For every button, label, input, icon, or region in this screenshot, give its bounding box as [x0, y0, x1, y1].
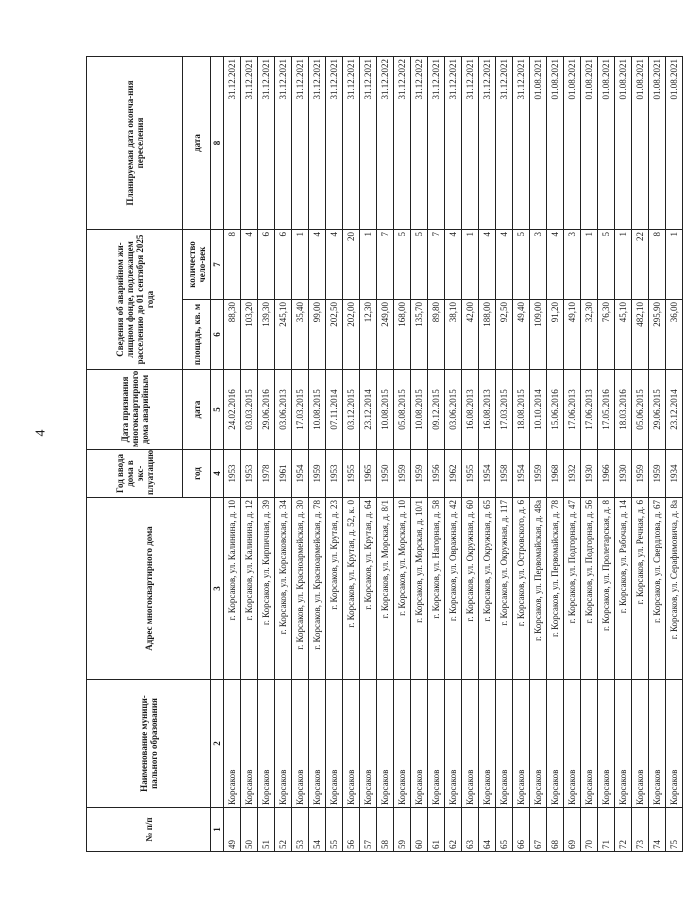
row-number: 75	[666, 808, 683, 852]
recognition-date-cell: 15.06.2016	[547, 370, 564, 450]
planned-date-cell: 01.08.2021	[564, 56, 581, 229]
recognition-date-cell: 09.12.2015	[428, 370, 445, 450]
address-cell: г. Корсаков, ул. Корсаковская, д. 34	[275, 498, 292, 680]
column-number: 8	[211, 56, 224, 229]
people-count-cell: 4	[309, 229, 326, 299]
address-cell: г. Корсаков, ул. Подгорная, д. 56	[581, 498, 598, 680]
planned-date-cell: 31.12.2021	[292, 56, 309, 229]
address-cell: г. Корсаков, ул. Красноармейская, д. 30	[292, 498, 309, 680]
planned-date-cell: 01.08.2021	[581, 56, 598, 229]
header-year: год	[183, 450, 211, 498]
address-cell: г. Корсаков, ул. Красноармейская, д. 78	[309, 498, 326, 680]
recognition-date-cell: 23.12.2014	[360, 370, 377, 450]
table-row	[462, 56, 479, 851]
year-cell: 1934	[666, 450, 683, 498]
municipality-cell: Корсаков	[462, 680, 479, 808]
year-cell: 1954	[292, 450, 309, 498]
table-row	[343, 56, 360, 851]
recognition-date-cell: 18.08.2015	[513, 370, 530, 450]
area-cell: 135,70	[411, 300, 428, 370]
recognition-date-cell: 24.02.2016	[224, 370, 241, 450]
table-row	[224, 56, 241, 851]
table-header	[87, 56, 224, 851]
municipality-cell: Корсаков	[666, 680, 683, 808]
people-count-cell: 8	[224, 229, 241, 299]
planned-date-cell: 31.12.2021	[445, 56, 462, 229]
recognition-date-cell: 17.06.2013	[581, 370, 598, 450]
address-cell: г. Корсаков, ул. Свердлова, д. 67	[649, 498, 666, 680]
page-number: 4	[33, 429, 49, 437]
recognition-date-cell: 10.08.2015	[309, 370, 326, 450]
people-count-cell: 1	[360, 229, 377, 299]
address-cell: г. Корсаков, ул. Кирпичная, д. 39	[258, 498, 275, 680]
year-cell: 1954	[479, 450, 496, 498]
area-cell: 295,90	[649, 300, 666, 370]
planned-date-cell: 31.12.2022	[411, 56, 428, 229]
address-cell: г. Корсаков, ул. Речная, д. 6	[632, 498, 649, 680]
municipality-cell: Корсаков	[394, 680, 411, 808]
header-date-group: Дата признания многоквартирного дома аварийным	[87, 370, 183, 450]
area-cell: 188,00	[479, 300, 496, 370]
planned-date-cell: 01.08.2021	[666, 56, 683, 229]
year-cell: 1954	[513, 450, 530, 498]
people-count-cell: 4	[241, 229, 258, 299]
municipality-cell: Корсаков	[343, 680, 360, 808]
area-cell: 38,10	[445, 300, 462, 370]
municipality-cell: Корсаков	[496, 680, 513, 808]
planned-date-cell: 31.12.2021	[513, 56, 530, 229]
people-count-cell: 6	[275, 229, 292, 299]
row-number: 53	[292, 808, 309, 852]
planned-date-cell: 31.12.2022	[377, 56, 394, 229]
area-cell: 99,00	[309, 300, 326, 370]
municipality-cell: Корсаков	[547, 680, 564, 808]
planned-date-cell: 31.12.2021	[326, 56, 343, 229]
area-cell: 12,30	[360, 300, 377, 370]
planned-date-cell: 31.12.2021	[258, 56, 275, 229]
people-count-cell: 4	[326, 229, 343, 299]
municipality-cell: Корсаков	[632, 680, 649, 808]
area-cell: 42,00	[462, 300, 479, 370]
column-number-row	[211, 56, 224, 851]
recognition-date-cell: 10.10.2014	[530, 370, 547, 450]
header-date: дата	[183, 370, 211, 450]
people-count-cell: 8	[649, 229, 666, 299]
resettlement-table-container	[86, 57, 679, 852]
table-row	[377, 56, 394, 851]
people-count-cell: 4	[547, 229, 564, 299]
municipality-cell: Корсаков	[530, 680, 547, 808]
year-cell: 1961	[275, 450, 292, 498]
people-count-cell: 5	[411, 229, 428, 299]
year-cell: 1962	[445, 450, 462, 498]
address-cell: г. Корсаков, ул. Морская, д. 10/1	[411, 498, 428, 680]
year-cell: 1955	[343, 450, 360, 498]
year-cell: 1959	[394, 450, 411, 498]
area-cell: 88,30	[224, 300, 241, 370]
address-cell: г. Корсаков, ул. Калинина, д. 12	[241, 498, 258, 680]
address-cell: г. Корсаков, ул. Морская, д. 10	[394, 498, 411, 680]
address-cell: г. Корсаков, ул. Морская, д. 8/1	[377, 498, 394, 680]
people-count-cell: 7	[428, 229, 445, 299]
area-cell: 49,10	[564, 300, 581, 370]
table-row	[615, 56, 632, 851]
address-cell: г. Корсаков, ул. Окружная, д. 117	[496, 498, 513, 680]
people-count-cell: 5	[394, 229, 411, 299]
municipality-cell: Корсаков	[479, 680, 496, 808]
municipality-cell: Корсаков	[564, 680, 581, 808]
area-cell: 45,10	[615, 300, 632, 370]
area-cell: 482,10	[632, 300, 649, 370]
address-cell: г. Корсаков, ул. Крутая, д. 23	[326, 498, 343, 680]
row-number: 70	[581, 808, 598, 852]
municipality-cell: Корсаков	[411, 680, 428, 808]
municipality-cell: Корсаков	[360, 680, 377, 808]
planned-date-cell: 01.08.2021	[598, 56, 615, 229]
column-number: 7	[211, 229, 224, 299]
row-number: 65	[496, 808, 513, 852]
header-plan-group: Планируемая дата оконча-ния переселения	[87, 56, 183, 229]
table-row	[411, 56, 428, 851]
recognition-date-cell: 05.06.2015	[632, 370, 649, 450]
table-row	[275, 56, 292, 851]
table-row	[292, 56, 309, 851]
row-number: 72	[615, 808, 632, 852]
address-cell: г. Корсаков, ул. Серафимовича, д. 8а	[666, 498, 683, 680]
year-cell: 1959	[530, 450, 547, 498]
people-count-cell: 3	[564, 229, 581, 299]
year-cell: 1930	[615, 450, 632, 498]
planned-date-cell: 01.08.2021	[547, 56, 564, 229]
header-num: № п/п	[87, 808, 211, 852]
row-number: 55	[326, 808, 343, 852]
table-row	[564, 56, 581, 851]
table-row	[479, 56, 496, 851]
people-count-cell: 5	[598, 229, 615, 299]
people-count-cell: 1	[615, 229, 632, 299]
municipality-cell: Корсаков	[309, 680, 326, 808]
column-number: 3	[211, 498, 224, 680]
area-cell: 139,30	[258, 300, 275, 370]
planned-date-cell: 01.08.2021	[615, 56, 632, 229]
year-cell: 1959	[411, 450, 428, 498]
row-number: 62	[445, 808, 462, 852]
table-row	[513, 56, 530, 851]
year-cell: 1959	[649, 450, 666, 498]
row-number: 50	[241, 808, 258, 852]
planned-date-cell: 31.12.2021	[224, 56, 241, 229]
year-cell: 1953	[241, 450, 258, 498]
table-row	[547, 56, 564, 851]
year-cell: 1956	[428, 450, 445, 498]
planned-date-cell: 01.08.2021	[632, 56, 649, 229]
address-cell: г. Корсаков, ул. Крутая, д. 52, к. 0	[343, 498, 360, 680]
area-cell: 109,00	[530, 300, 547, 370]
address-cell: г. Корсаков, ул. Окружная, д. 60	[462, 498, 479, 680]
row-number: 60	[411, 808, 428, 852]
row-number: 61	[428, 808, 445, 852]
area-cell: 202,50	[326, 300, 343, 370]
row-number: 71	[598, 808, 615, 852]
row-number: 49	[224, 808, 241, 852]
year-cell: 1965	[360, 450, 377, 498]
table-row	[496, 56, 513, 851]
municipality-cell: Корсаков	[275, 680, 292, 808]
row-number: 73	[632, 808, 649, 852]
year-cell: 1932	[564, 450, 581, 498]
recognition-date-cell: 07.11.2014	[326, 370, 343, 450]
recognition-date-cell: 29.06.2015	[649, 370, 666, 450]
recognition-date-cell: 03.06.2015	[445, 370, 462, 450]
address-cell: г. Корсаков, ул. Островского, д. 6	[513, 498, 530, 680]
column-number: 1	[211, 808, 224, 852]
row-number: 74	[649, 808, 666, 852]
table-row	[360, 56, 377, 851]
recognition-date-cell: 03.03.2015	[241, 370, 258, 450]
table-row	[258, 56, 275, 851]
planned-date-cell: 31.12.2021	[343, 56, 360, 229]
row-number: 51	[258, 808, 275, 852]
table-row	[241, 56, 258, 851]
year-cell: 1959	[632, 450, 649, 498]
header-address: Адрес многоквартирного дома	[87, 498, 211, 680]
municipality-cell: Корсаков	[581, 680, 598, 808]
table-row	[530, 56, 547, 851]
year-cell: 1968	[547, 450, 564, 498]
planned-date-cell: 31.12.2021	[360, 56, 377, 229]
column-number: 5	[211, 370, 224, 450]
header-people: количество чело-век	[183, 229, 211, 299]
year-cell: 1950	[377, 450, 394, 498]
recognition-date-cell: 10.08.2015	[411, 370, 428, 450]
area-cell: 92,50	[496, 300, 513, 370]
planned-date-cell: 01.08.2021	[649, 56, 666, 229]
row-number: 67	[530, 808, 547, 852]
row-number: 58	[377, 808, 394, 852]
people-count-cell: 4	[445, 229, 462, 299]
municipality-cell: Корсаков	[241, 680, 258, 808]
table-row	[581, 56, 598, 851]
area-cell: 103,20	[241, 300, 258, 370]
year-cell: 1955	[462, 450, 479, 498]
table-row	[326, 56, 343, 851]
year-cell: 1959	[309, 450, 326, 498]
area-cell: 202,00	[343, 300, 360, 370]
table-row	[445, 56, 462, 851]
row-number: 59	[394, 808, 411, 852]
recognition-date-cell: 17.03.2015	[292, 370, 309, 450]
municipality-cell: Корсаков	[615, 680, 632, 808]
planned-date-cell: 31.12.2021	[479, 56, 496, 229]
recognition-date-cell: 03.12.2015	[343, 370, 360, 450]
people-count-cell: 3	[530, 229, 547, 299]
people-count-cell: 1	[581, 229, 598, 299]
recognition-date-cell: 17.05.2016	[598, 370, 615, 450]
address-cell: г. Корсаков, ул. Овражная, д. 42	[445, 498, 462, 680]
planned-date-cell: 31.12.2021	[309, 56, 326, 229]
municipality-cell: Корсаков	[649, 680, 666, 808]
resettlement-table	[86, 56, 683, 852]
municipality-cell: Корсаков	[513, 680, 530, 808]
recognition-date-cell: 16.08.2013	[462, 370, 479, 450]
municipality-cell: Корсаков	[326, 680, 343, 808]
municipality-cell: Корсаков	[258, 680, 275, 808]
area-cell: 168,00	[394, 300, 411, 370]
people-count-cell: 1	[666, 229, 683, 299]
municipality-cell: Корсаков	[428, 680, 445, 808]
year-cell: 1930	[581, 450, 598, 498]
row-number: 66	[513, 808, 530, 852]
row-number: 57	[360, 808, 377, 852]
recognition-date-cell: 10.08.2015	[377, 370, 394, 450]
row-number: 64	[479, 808, 496, 852]
people-count-cell: 22	[632, 229, 649, 299]
area-cell: 76,30	[598, 300, 615, 370]
row-number: 52	[275, 808, 292, 852]
planned-date-cell: 31.12.2021	[275, 56, 292, 229]
area-cell: 32,30	[581, 300, 598, 370]
planned-date-cell: 01.08.2021	[530, 56, 547, 229]
row-number: 68	[547, 808, 564, 852]
table-row	[632, 56, 649, 851]
row-number: 56	[343, 808, 360, 852]
recognition-date-cell: 16.08.2013	[479, 370, 496, 450]
table-body	[224, 56, 683, 851]
row-number: 69	[564, 808, 581, 852]
header-info-group: Сведения об аварийном жи-лищном фонде, подлежащем расселению до 01 сентября 2025 года	[87, 229, 183, 369]
table-row	[309, 56, 326, 851]
address-cell: г. Корсаков, ул. Нагорная, д. 58	[428, 498, 445, 680]
planned-date-cell: 31.12.2022	[394, 56, 411, 229]
planned-date-cell: 31.12.2021	[428, 56, 445, 229]
recognition-date-cell: 29.06.2016	[258, 370, 275, 450]
area-cell: 35,40	[292, 300, 309, 370]
column-number: 6	[211, 300, 224, 370]
header-area: площадь, кв. м	[183, 300, 211, 370]
address-cell: г. Корсаков, ул. Крутая, д. 64	[360, 498, 377, 680]
recognition-date-cell: 17.03.2015	[496, 370, 513, 450]
year-cell: 1966	[598, 450, 615, 498]
table-row	[598, 56, 615, 851]
header-municipality: Наименование муници-пального образования	[87, 680, 211, 808]
year-cell: 1953	[326, 450, 343, 498]
people-count-cell: 1	[462, 229, 479, 299]
planned-date-cell: 31.12.2021	[462, 56, 479, 229]
address-cell: г. Корсаков, ул. Подгорная, д. 47	[564, 498, 581, 680]
people-count-cell: 4	[496, 229, 513, 299]
people-count-cell: 5	[513, 229, 530, 299]
row-number: 54	[309, 808, 326, 852]
recognition-date-cell: 23.12.2014	[666, 370, 683, 450]
recognition-date-cell: 17.06.2013	[564, 370, 581, 450]
area-cell: 89,80	[428, 300, 445, 370]
area-cell: 36,00	[666, 300, 683, 370]
municipality-cell: Корсаков	[445, 680, 462, 808]
year-cell: 1978	[258, 450, 275, 498]
table-row	[649, 56, 666, 851]
municipality-cell: Корсаков	[377, 680, 394, 808]
recognition-date-cell: 03.06.2013	[275, 370, 292, 450]
address-cell: г. Корсаков, ул. Рабочая, д. 14	[615, 498, 632, 680]
address-cell: г. Корсаков, ул. Первомайская, д. 78	[547, 498, 564, 680]
year-cell: 1953	[224, 450, 241, 498]
address-cell: г. Корсаков, ул. Окружная, д. 65	[479, 498, 496, 680]
people-count-cell: 6	[258, 229, 275, 299]
table-row	[666, 56, 683, 851]
people-count-cell: 1	[292, 229, 309, 299]
planned-date-cell: 31.12.2021	[496, 56, 513, 229]
area-cell: 245,10	[275, 300, 292, 370]
municipality-cell: Корсаков	[292, 680, 309, 808]
address-cell: г. Корсаков, ул. Пролетарская, д. 8	[598, 498, 615, 680]
column-number: 2	[211, 680, 224, 808]
address-cell: г. Корсаков, ул. Калинина, д. 10	[224, 498, 241, 680]
address-cell: г. Корсаков, ул. Первомайская, д. 48а	[530, 498, 547, 680]
municipality-cell: Корсаков	[598, 680, 615, 808]
year-cell: 1958	[496, 450, 513, 498]
table-row	[394, 56, 411, 851]
row-number: 63	[462, 808, 479, 852]
area-cell: 49,40	[513, 300, 530, 370]
area-cell: 249,00	[377, 300, 394, 370]
recognition-date-cell: 05.08.2015	[394, 370, 411, 450]
header-year-group: Год ввода дома в экс-плуатацию	[87, 450, 183, 498]
municipality-cell: Корсаков	[224, 680, 241, 808]
table-row	[428, 56, 445, 851]
header-plan-date: дата	[183, 56, 211, 229]
area-cell: 91,20	[547, 300, 564, 370]
planned-date-cell: 31.12.2021	[241, 56, 258, 229]
people-count-cell: 4	[479, 229, 496, 299]
recognition-date-cell: 18.03.2016	[615, 370, 632, 450]
people-count-cell: 20	[343, 229, 360, 299]
column-number: 4	[211, 450, 224, 498]
people-count-cell: 7	[377, 229, 394, 299]
